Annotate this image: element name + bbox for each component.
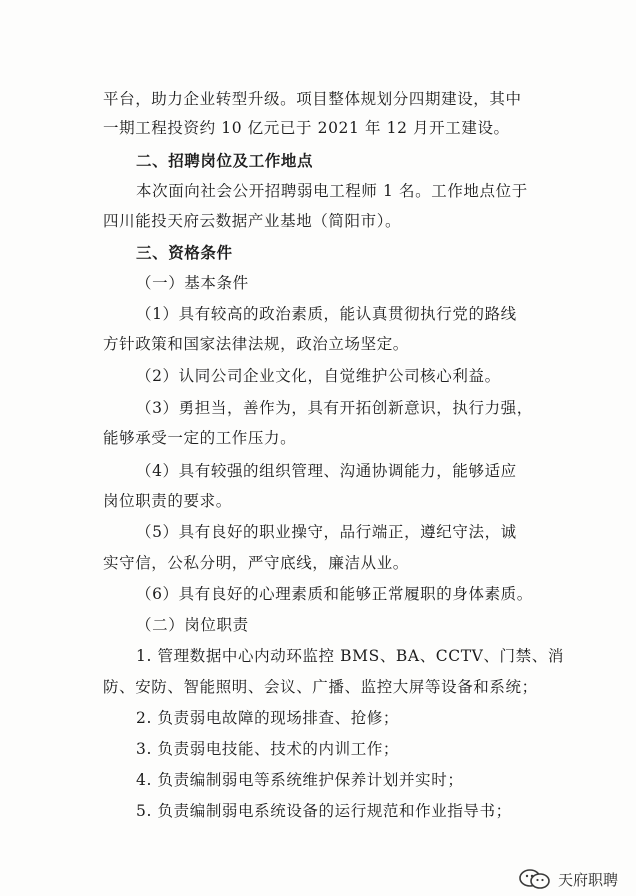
paragraph-line: 岗位职责的要求。 xyxy=(103,492,232,510)
paragraph-line: 5. 负责编制弱电系统设备的运行规范和作业指导书； xyxy=(136,802,512,820)
paragraph-line: 3. 负责弱电技能、技术的内训工作； xyxy=(136,740,400,758)
paragraph-line: （1）具有较高的政治素质，能认真贯彻执行党的路线 xyxy=(136,305,517,323)
paragraph-line: （4）具有较强的组织管理、沟通协调能力，能够适应 xyxy=(136,462,517,480)
subsection-heading-job-duties: （二）岗位职责 xyxy=(136,616,249,634)
paragraph-line: 方针政策和国家法律法规，政治立场坚定。 xyxy=(103,335,409,353)
paragraph-line: 2. 负责弱电故障的现场排查、抢修； xyxy=(136,709,400,727)
paragraph-line: 平台，助力企业转型升级。项目整体规划分四期建设，其中 xyxy=(103,90,522,108)
watermark-text: 天府职聘 xyxy=(557,870,618,889)
paragraph-line: 1. 管理数据中心内动环监控 BMS、BA、CCTV、门禁、消 xyxy=(136,647,564,665)
paragraph-line: 防、安防、智能照明、会议、广播、监控大屏等设备和系统； xyxy=(103,678,538,696)
paragraph-line: （6）具有良好的心理素质和能够正常履职的身体素质。 xyxy=(136,585,533,603)
paragraph-line: 能够承受一定的工作压力。 xyxy=(103,429,297,447)
section-heading-qualifications: 三、资格条件 xyxy=(136,244,233,262)
section-heading-recruitment-position: 二、招聘岗位及工作地点 xyxy=(136,152,314,170)
paragraph-line: （5）具有良好的职业操守，品行端正，遵纪守法，诚 xyxy=(136,523,517,541)
paragraph-line: 实守信，公私分明，严守底线，廉洁从业。 xyxy=(103,554,409,572)
paragraph-line: 四川能投天府云数据产业基地（简阳市）。 xyxy=(103,212,402,230)
paragraph-line: （3）勇担当，善作为，具有开拓创新意识，执行力强， xyxy=(136,399,533,417)
account-watermark xyxy=(518,868,618,890)
wechat-official-account-icon xyxy=(518,868,552,890)
subsection-heading-basic-conditions: （一）基本条件 xyxy=(136,274,249,292)
paragraph-line: 一期工程投资约 10 亿元已于 2021 年 12 月开工建设。 xyxy=(103,119,510,137)
paragraph-line: （2）认同公司企业文化，自觉维护公司核心利益。 xyxy=(136,367,501,385)
paragraph-line: 本次面向社会公开招聘弱电工程师 1 名。工作地点位于 xyxy=(136,182,528,200)
paragraph-line: 4. 负责编制弱电等系统维护保养计划并实时； xyxy=(136,771,464,789)
